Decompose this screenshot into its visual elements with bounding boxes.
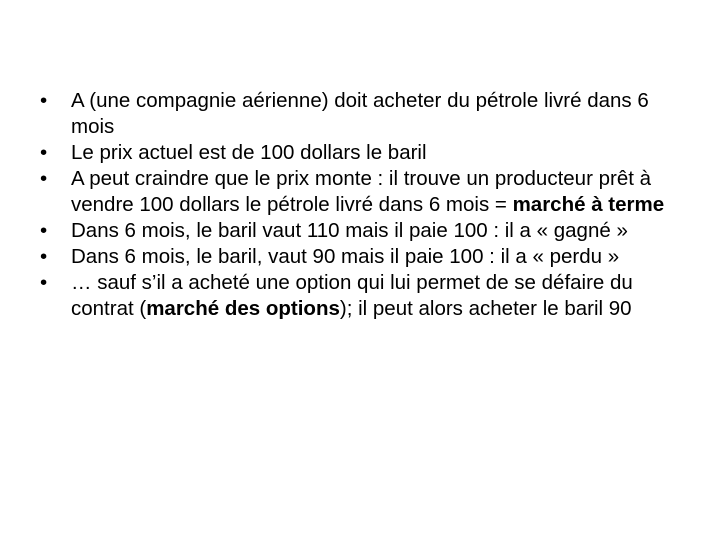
bullet-item	[40, 244, 680, 270]
text-run: Dans 6 mois, le baril vaut 110 mais il paie 100 : il a « gagné »	[71, 219, 628, 242]
bullet-item	[40, 270, 680, 322]
bullet-item	[40, 218, 680, 244]
bullet-dot-icon: •	[40, 271, 48, 294]
bullet-list	[40, 88, 680, 322]
bullet-dot-icon: •	[40, 219, 48, 242]
bullet-text	[71, 245, 619, 268]
bullet-text	[71, 167, 664, 216]
text-run: … sauf s’il a acheté une option qui lui permet de se défaire du contrat (	[71, 271, 633, 320]
text-run: Dans 6 mois, le baril, vaut 90 mais il paie 100 : il a « perdu »	[71, 245, 620, 268]
bullet-text	[71, 141, 427, 164]
text-run: Le prix actuel est de 100 dollars le baril	[71, 141, 427, 164]
text-run: A (une compagnie aérienne) doit acheter du pétrole livré dans 6 mois	[71, 89, 649, 138]
text-run: ); il peut alors acheter le baril 90	[339, 297, 632, 320]
bullet-item	[40, 140, 680, 166]
bullet-dot-icon: •	[40, 89, 48, 112]
bullet-item	[40, 166, 680, 218]
bullet-item	[40, 88, 680, 140]
bullet-text	[71, 89, 649, 138]
bullet-text	[71, 271, 633, 320]
bold-term-marche-a-terme: marché à terme	[512, 193, 665, 216]
bullet-dot-icon: •	[40, 167, 48, 190]
text-run: A peut craindre que le prix monte : il trouve un producteur prêt à vendre 100 dollars le pétrole livré dans 6 mois =	[71, 167, 652, 216]
bullet-text	[71, 219, 628, 242]
bullet-dot-icon: •	[40, 245, 48, 268]
bold-term-marche-des-options: marché des options	[146, 297, 340, 320]
bullet-dot-icon: •	[40, 141, 48, 164]
